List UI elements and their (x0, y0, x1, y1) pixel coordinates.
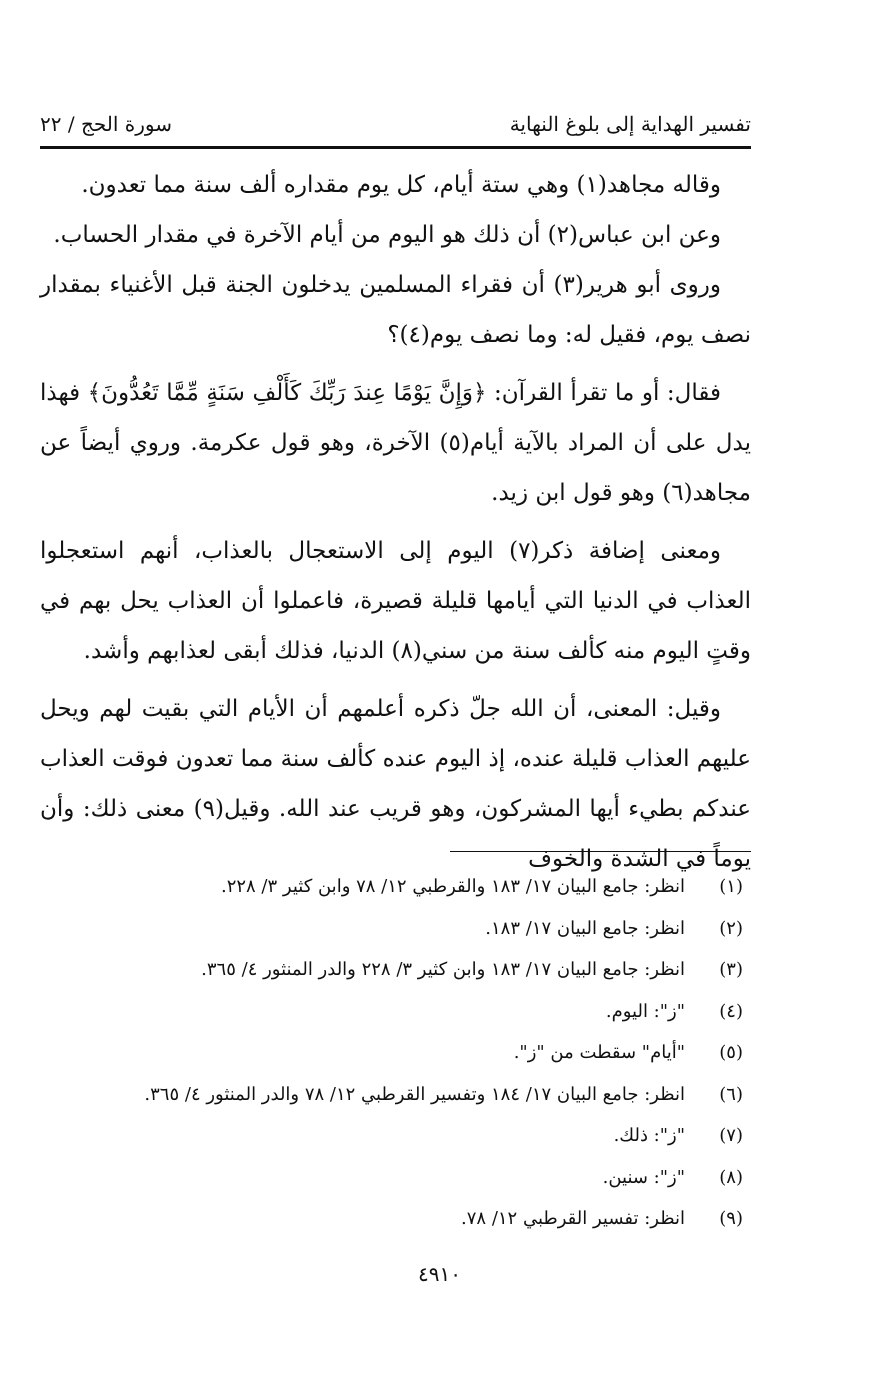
footnote-number: (٦) (719, 1083, 743, 1105)
footnote-number: (٥) (719, 1042, 743, 1064)
footnote-number: (٢) (719, 917, 743, 939)
footnote-item (40, 866, 751, 908)
footnote-number: (٣) (719, 959, 743, 981)
footnote-item (40, 1115, 751, 1157)
book-title: تفسير الهداية إلى بلوغ النهاية (509, 112, 751, 136)
paragraph: ومعنى إضافة ذكر(٧) اليوم إلى الاستعجال بالعذاب، أنهم استعجلوا العذاب في الدنيا التي أيامها قليلة قصيرة، فاعملوا أن العذاب يحل بهم في وقتٍ اليوم منه كألف سنة من سني(٨) الدنيا، فذلك أبقى لعذابهم وأشد. (40, 538, 751, 664)
footnote-item (40, 1074, 751, 1116)
footnote-item (40, 1198, 751, 1240)
footnote-text: انظر: جامع البيان ١٧/ ١٨٣ وابن كثير ٣/ ٢٢٨ والدر المنثور ٤/ ٣٦٥. (201, 959, 685, 981)
footnote-item (40, 949, 751, 991)
footnote-text: "أيام" سقطت من "ز". (513, 1042, 685, 1064)
footnotes-list (40, 866, 751, 1240)
surah-label: سورة الحج / ٢٢ (40, 112, 172, 136)
footnote-text: "ز": سنين. (602, 1166, 685, 1188)
footnote-number: (٧) (719, 1125, 743, 1147)
footnote-item (40, 908, 751, 950)
paragraph: وعن ابن عباس(٢) أن ذلك هو اليوم من أيام الآخرة في مقدار الحساب. (53, 222, 721, 248)
footnote-number: (٤) (719, 1000, 743, 1022)
paragraph: وقيل: المعنى، أن الله جلّ ذكره أعلمهم أن الأيام التي بقيت لهم ويحل عليهم العذاب قليلة عنده، إذ اليوم عنده كألف سنة مما تعدون فوقت العذاب عندكم بطيء أيها المشركون، وهو قريب عند الله. وقيل(٩) معنى ذلك: وأن يوماً في الشدة والخوف (40, 696, 751, 872)
footnote-text: "ز": ذلك. (613, 1125, 685, 1147)
footnote-item (40, 1032, 751, 1074)
running-header (40, 104, 751, 144)
main-text (40, 160, 751, 884)
footnote-text: انظر: جامع البيان ١٧/ ١٨٣ والقرطبي ١٢/ ٧٨ وابن كثير ٣/ ٢٢٨. (220, 876, 685, 898)
paragraph: فقال: أو ما تقرأ القرآن: ﴿وَإِنَّ يَوْمًا عِندَ رَبِّكَ كَأَلْفِ سَنَةٍ مِّمَّا تَعُدُّونَ﴾ فهذا يدل على أن المراد بالآية أيام(٥) الآخرة، وهو قول عكرمة. وروي أيضاً عن مجاهد(٦) وهو قول ابن زيد. (40, 380, 751, 506)
footnote-item (40, 1157, 751, 1199)
footnote-item (40, 991, 751, 1033)
footnote-text: انظر: جامع البيان ١٧/ ١٨٣. (485, 917, 685, 939)
footnote-number: (٩) (719, 1208, 743, 1230)
page-number: ٤٩١٠ (418, 1262, 461, 1286)
footnote-number: (١) (719, 876, 743, 898)
footnote-text: انظر: تفسير القرطبي ١٢/ ٧٨. (461, 1208, 685, 1230)
footnote-text: انظر: جامع البيان ١٧/ ١٨٤ وتفسير القرطبي ١٢/ ٧٨ والدر المنثور ٤/ ٣٦٥. (144, 1083, 685, 1105)
footnote-text: "ز": اليوم. (605, 1000, 685, 1022)
header-rule (40, 146, 751, 149)
paragraph: وقاله مجاهد(١) وهي ستة أيام، كل يوم مقداره ألف سنة مما تعدون. (81, 172, 721, 198)
footnote-number: (٨) (719, 1166, 743, 1188)
footnote-separator (450, 851, 751, 852)
paragraph: وروى أبو هرير(٣) أن فقراء المسلمين يدخلون الجنة قبل الأغنياء بمقدار نصف يوم، فقيل له: وما نصف يوم(٤)؟ (40, 272, 751, 348)
